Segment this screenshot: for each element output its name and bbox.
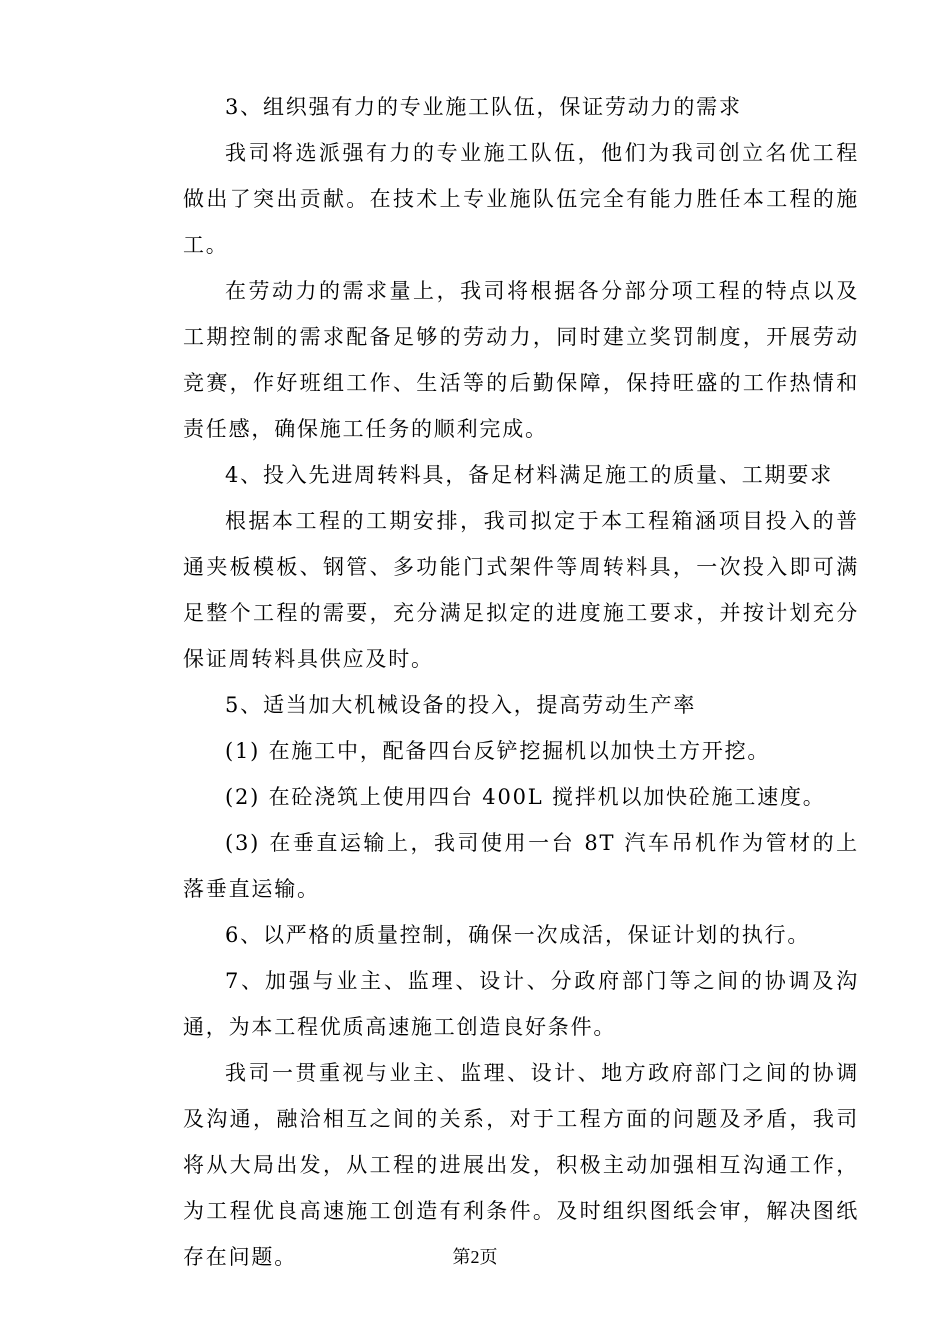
heading-7: 7、加强与业主、监理、设计、分政府部门等之间的协调及沟通，为本工程优质高速施工创造良好条件。 xyxy=(183,969,859,1039)
list-item: (3) 在垂直运输上，我司使用一台 8T 汽车吊机作为管材的上落垂直运输。 xyxy=(183,831,859,901)
document-body xyxy=(183,84,859,1280)
page-number: 第2页 xyxy=(452,1247,498,1267)
paragraph: 我司一贯重视与业主、监理、设计、地方政府部门之间的协调及沟通，融洽相互之间的关系，对于工程方面的问题及矛盾，我司将从大局出发，从工程的进展出发，积极主动加强相互沟通工作，为工程优良高速施工创造有利条件。及时组织图纸会审，解决图纸存在问题。 xyxy=(183,1061,859,1269)
paragraph: 我司将选派强有力的专业施工队伍，他们为我司创立名优工程做出了突出贡献。在技术上专业施队伍完全有能力胜任本工程的施工。 xyxy=(183,141,859,257)
heading-4: 4、投入先进周转料具，备足材料满足施工的质量、工期要求 xyxy=(225,463,833,487)
heading-6: 6、以严格的质量控制，确保一次成活，保证计划的执行。 xyxy=(225,923,811,947)
list-item: (1) 在施工中，配备四台反铲挖掘机以加快土方开挖。 xyxy=(225,739,771,763)
paragraph: 在劳动力的需求量上，我司将根据各分部分项工程的特点以及工期控制的需求配备足够的劳动力，同时建立奖罚制度，开展劳动竞赛，作好班组工作、生活等的后勤保障，保持旺盛的工作热情和责任感，确保施工任务的顺利完成。 xyxy=(183,279,859,441)
paragraph: 根据本工程的工期安排，我司拟定于本工程箱涵项目投入的普通夹板模板、钢管、多功能门式架件等周转料具，一次投入即可满足整个工程的需要，充分满足拟定的进度施工要求，并按计划充分保证周转料具供应及时。 xyxy=(183,509,859,671)
heading-3: 3、组织强有力的专业施工队伍，保证劳动力的需求 xyxy=(225,95,742,119)
list-item: (2) 在砼浇筑上使用四台 400L 搅拌机以加快砼施工速度。 xyxy=(225,785,826,809)
heading-5: 5、适当加大机械设备的投入，提高劳动生产率 xyxy=(225,693,697,717)
